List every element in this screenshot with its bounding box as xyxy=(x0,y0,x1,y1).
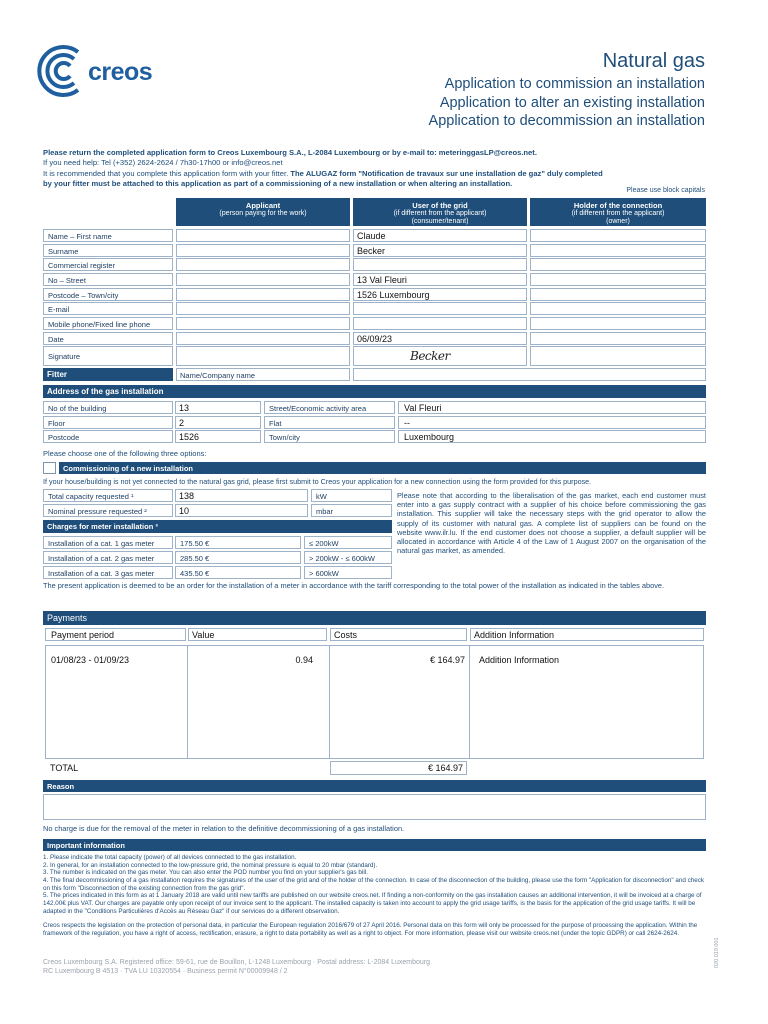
payments-header-info: Addition Information xyxy=(470,628,704,641)
holder-surname-field[interactable] xyxy=(530,244,706,257)
options-text: Please choose one of the following three options: xyxy=(43,449,207,458)
applicant-commercial-field[interactable] xyxy=(176,258,350,271)
flat-field[interactable]: -- xyxy=(398,416,706,429)
total-value: € 164.97 xyxy=(427,763,463,773)
pressure-field[interactable]: 10 xyxy=(175,504,308,517)
holder-phone-field[interactable] xyxy=(530,317,706,330)
user-postcode-field[interactable]: 1526 Luxembourg xyxy=(353,288,527,301)
meter-cat3-label: Installation of a cat. 3 gas meter xyxy=(43,566,173,579)
meter-cat2-price: 285.50 € xyxy=(175,551,301,564)
creos-logo-icon xyxy=(32,44,92,98)
floor-field[interactable]: 2 xyxy=(175,416,261,429)
important-item-1: 1. Please indicate the total capacity (power) of all devices connected to the gas installation. xyxy=(43,854,297,861)
capacity-label: Total capacity requested ¹ xyxy=(43,489,173,502)
holder-email-field[interactable] xyxy=(530,302,706,315)
intro-line-3b: The ALUGAZ form "Notification de travaux sur une installation de gaz" duly completed xyxy=(290,169,603,178)
footer-line-1: Creos Luxembourg S.A. Registered office: 59-61, rue de Bouillon, L-1248 Luxembourg · Postal address: L-2084 Luxembourg xyxy=(43,959,431,966)
user-signature-field[interactable] xyxy=(353,346,527,366)
gdpr-text: Creos respects the legislation on the protection of personal data, in particular the European regulation 2016/679 of 27 April 2016. Personal data on this form will only be processed for the purpose of processing the application. Within the framework of the regulation, you have a right of access, rectification, erasure, a right to data portability as well as a right to object. For more information, please visit our website creos.net (under the topic GDPR) or call 2624-2624. xyxy=(43,922,698,937)
floor-label: Floor xyxy=(43,416,173,429)
address-title: Address of the gas installation xyxy=(43,385,706,398)
user-commercial-field[interactable] xyxy=(353,258,527,271)
meter-cat3-price: 435.50 € xyxy=(175,566,301,579)
fitter-placeholder: Name/Company name xyxy=(180,371,256,380)
important-list xyxy=(43,854,708,915)
meter-cat3-range: > 600kW xyxy=(304,566,392,579)
row-label-commercial: Commercial register xyxy=(43,258,173,271)
row-label-surname: Surname xyxy=(43,244,173,257)
applicant-signature-field[interactable] xyxy=(176,346,350,366)
payments-header-costs: Costs xyxy=(330,628,467,641)
payment-period: 01/08/23 - 01/09/23 xyxy=(51,655,130,665)
footer-line-2: RC Luxembourg B 4513 · TVA LU 10320554 · Business permit N°00009948 / 2 xyxy=(43,968,288,975)
user-signature: Becker xyxy=(410,349,450,363)
applicant-date-field[interactable] xyxy=(176,332,350,345)
important-item-4: 4. The final decommissioning of a gas installation requires the signatures of the user of the grid and of the holder of the connection. In case of the disconnection of the building, please use the form "Application for disconnection" and check on this form "Disconnection of the existing connection from the gas grid". xyxy=(43,877,705,892)
payments-title: Payments xyxy=(43,611,706,625)
meter-cat1-range: ≤ 200kW xyxy=(304,536,392,549)
user-surname-field[interactable]: Becker xyxy=(353,244,527,257)
applicant-header xyxy=(176,198,350,226)
user-name-field[interactable]: Claude xyxy=(353,229,527,242)
town-label: Town/city xyxy=(264,430,395,443)
form-code: 020.019.001 xyxy=(714,937,720,968)
meter-cat1-label: Installation of a cat. 1 gas meter xyxy=(43,536,173,549)
holder-date-field[interactable] xyxy=(530,332,706,345)
commissioning-desc: If your house/building is not yet connected to the natural gas grid, please first submit to Creos your application for a new connection using the form provided for this purpose. xyxy=(43,477,592,486)
row-label-email: E-mail xyxy=(43,302,173,315)
important-title: Important information xyxy=(43,839,706,851)
holder-sub-1: (if different from the applicant) xyxy=(571,210,665,217)
intro-line-3a: It is recommended that you complete this application form with your fitter. xyxy=(43,169,289,178)
charges-title: Charges for meter installation ³ xyxy=(43,520,392,533)
applicant-phone-field[interactable] xyxy=(176,317,350,330)
block-capitals-note: Please use block capitals xyxy=(626,187,705,194)
total-label: TOTAL xyxy=(50,763,79,773)
pressure-unit: mbar xyxy=(311,504,392,517)
applicant-sub: (person paying for the work) xyxy=(219,210,307,217)
row-label-street: No – Street xyxy=(43,273,173,286)
holder-signature-field[interactable] xyxy=(530,346,706,366)
user-sub-2: (consumer/tenant) xyxy=(411,218,469,226)
user-sub-1: (if different from the applicant) xyxy=(393,210,487,217)
payments-col-divider-3 xyxy=(469,646,470,758)
commissioning-checkbox[interactable] xyxy=(43,462,56,474)
row-label-date: Date xyxy=(43,332,173,345)
subtitle-2: Application to alter an existing installation xyxy=(439,95,705,111)
meter-cat2-label: Installation of a cat. 2 gas meter xyxy=(43,551,173,564)
applicant-postcode-field[interactable] xyxy=(176,288,350,301)
postcode-field[interactable]: 1526 xyxy=(175,430,261,443)
holder-commercial-field[interactable] xyxy=(530,258,706,271)
payment-cost: € 164.97 xyxy=(429,655,465,665)
building-field[interactable]: 13 xyxy=(175,401,261,414)
reason-title: Reason xyxy=(43,780,706,792)
holder-header xyxy=(530,198,706,226)
intro-line-2: If you need help: Tel (+352) 2624-2624 / 7h30-17h00 or info@creos.net xyxy=(43,158,283,167)
meter-cat2-range: > 200kW - ≤ 600kW xyxy=(304,551,392,564)
important-item-2: 2. In general, for an installation connected to the low-pressure grid, the nominal pressure is equal to 20 mbar (standard). xyxy=(43,861,378,869)
user-email-field[interactable] xyxy=(353,302,527,315)
applicant-name-field[interactable] xyxy=(176,229,350,242)
building-label: No of the building xyxy=(43,401,173,414)
applicant-surname-field[interactable] xyxy=(176,244,350,257)
user-street-field[interactable]: 13 Val Fleuri xyxy=(353,273,527,286)
payments-body xyxy=(45,645,704,759)
applicant-title: Applicant xyxy=(245,201,281,210)
user-date-field[interactable]: 06/09/23 xyxy=(353,332,527,345)
meter-cat1-price: 175.50 € xyxy=(175,536,301,549)
pressure-label: Nominal pressure requested ² xyxy=(43,504,173,517)
fitter-field[interactable] xyxy=(176,368,350,381)
intro-line-3 xyxy=(43,169,603,178)
user-title: User of the grid xyxy=(412,201,468,210)
street-label: Street/Economic activity area xyxy=(264,401,395,414)
flat-label: Flat xyxy=(264,416,395,429)
capacity-unit: kW xyxy=(311,489,392,502)
row-label-postcode: Postcode – Town/city xyxy=(43,288,173,301)
page-title: Natural gas xyxy=(602,50,705,72)
holder-name-field[interactable] xyxy=(530,229,706,242)
applicant-email-field[interactable] xyxy=(176,302,350,315)
payments-col-divider-2 xyxy=(329,646,330,758)
payment-info: Addition Information xyxy=(479,655,560,665)
payments-header-value: Value xyxy=(188,628,327,641)
important-item-3: 3. The number is indicated on the gas meter. You can also enter the POD number you find on your supplier's gas bill. xyxy=(43,869,368,877)
payments-header-period: Payment period xyxy=(45,628,186,641)
reason-field[interactable] xyxy=(43,794,706,820)
order-text: The present application is deemed to be an order for the installation of a meter in accordance with the tariff corresponding to the total power of the installation as indicated in the tables above. xyxy=(43,581,665,590)
fitter-label: Fitter xyxy=(43,368,173,381)
subtitle-1: Application to commission an installation xyxy=(444,76,705,92)
street-field[interactable]: Val Fleuri xyxy=(398,401,706,414)
row-label-signature: Signature xyxy=(43,346,173,366)
capacity-field[interactable]: 138 xyxy=(175,489,308,502)
holder-postcode-field[interactable] xyxy=(530,288,706,301)
user-phone-field[interactable] xyxy=(353,317,527,330)
applicant-street-field[interactable] xyxy=(176,273,350,286)
intro-line-4: by your fitter must be attached to this application as part of a commissioning of a new installation or when altering an installation. xyxy=(43,179,513,188)
row-label-name: Name – First name xyxy=(43,229,173,242)
total-field xyxy=(330,761,467,775)
supplier-note: Please note that according to the liberalisation of the gas market, each end customer must enter into a gas supply contract with a supplier of his choice before commissioning the gas installation. This supplier will take the necessary steps with the grid operator to allow the supply of its customer with natural gas. A complete list of suppliers can be found on the website www.ilr.lu. If the end customer does not choose a supplier, a default supplier will be allocated in accordance with Article 4 of the Law of 1 August 2007 on the organisation of the natural gas market, as amended. xyxy=(397,491,706,556)
creos-logo xyxy=(32,44,167,96)
payment-value: 0.94 xyxy=(295,655,313,665)
holder-sub-2: (owner) xyxy=(606,218,630,226)
subtitle-3: Application to decommission an installation xyxy=(428,113,705,129)
holder-street-field[interactable] xyxy=(530,273,706,286)
row-label-phone: Mobile phone/Fixed line phone xyxy=(43,317,173,330)
fitter-field-2[interactable] xyxy=(353,368,706,381)
important-item-5: 5. The prices indicated in this form as at 1 January 2018 are valid until new tariffs are published on our website creos.net. If finding a non-conformity on the gas installation causes an additional intervention, it will be invoiced at a charge of 142.00€ plus VAT. Our charges are payable only upon receipt of our invoice sent to the applicant. The installed capacity is taken into account to apply the grid usage tariffs, is the basis for the application of the grid usage tariffs. It will be adapted in the "Conditions Particulières d'Accès au Réseau Gaz" if our services do a different observation. xyxy=(43,892,702,915)
town-field[interactable]: Luxembourg xyxy=(398,430,706,443)
commissioning-title: Commissioning of a new installation xyxy=(59,462,706,474)
postcode-label: Postcode xyxy=(43,430,173,443)
intro-line-1: Please return the completed application form to Creos Luxembourg S.A., L-2084 Luxembourg or by e-mail to: meteringgasLP@creos.net. xyxy=(43,148,537,157)
user-header xyxy=(353,198,527,226)
logo-text: creos xyxy=(88,58,153,86)
reason-note: No charge is due for the removal of the meter in relation to the definitive decommissioning of a gas installation. xyxy=(43,824,405,833)
holder-title: Holder of the connection xyxy=(573,201,663,210)
payments-col-divider-1 xyxy=(187,646,188,758)
